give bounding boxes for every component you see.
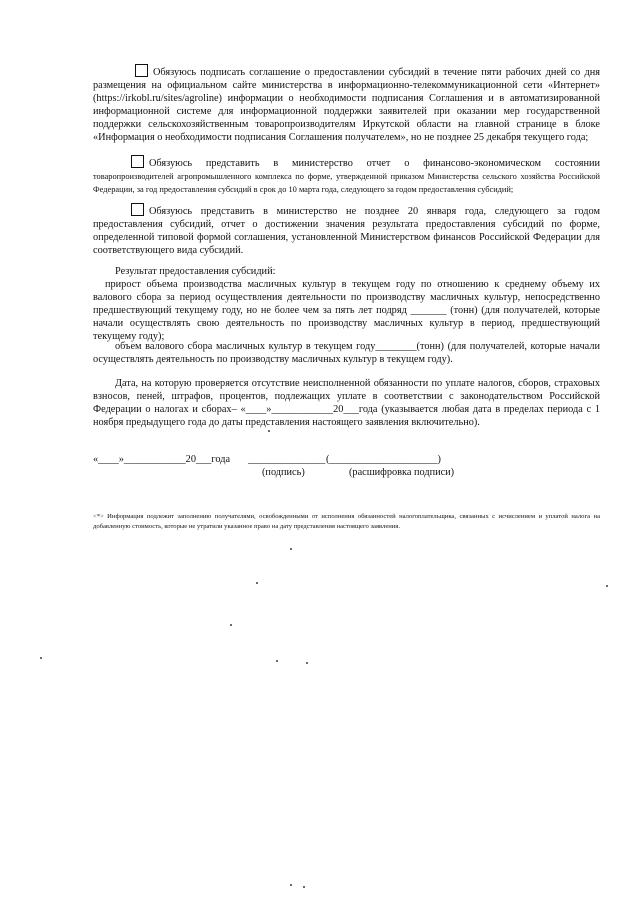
scan-speck — [290, 548, 292, 550]
scan-speck — [303, 886, 305, 888]
signature-decode-caption: (расшифровка подписи) — [349, 467, 455, 478]
signature-decode-field[interactable]: (_____________________) — [326, 454, 441, 465]
scan-speck — [290, 884, 292, 886]
commitment-text: Обязуюсь представить в министерство не позднее 20 января года, следующего за годом предоставления субсидий, отчет о достижении значения результата предоставления субсидий по форме, определенной типовой формой соглашения, установленной Министерством финансов Российской Федерации для соответствующего вида субсидий. — [93, 206, 600, 256]
signature-date-field[interactable]: «____»____________20___года — [93, 454, 231, 465]
commitment-result-report — [93, 203, 600, 258]
result-heading: Результат предоставления субсидий: — [115, 266, 276, 277]
scan-speck — [268, 430, 270, 432]
commitment-financial-report — [93, 155, 600, 197]
commitment-text: Обязуюсь подписать соглашение о предоставлении субсидий в течение пяти рабочих дней со дня размещения на официальном сайте министерства в информационно-телекоммуникационной сети «Интернет» (https://irkobl.ru/sites/agroline) информации о необходимости подписания Соглашения и в автоматизированной информационной системе для информационной поддержки заявителей при оказании мер государственной поддержки сельскохозяйственным товаропроизводителям Иркутской области на главной странице в блоке «Информация о необходимости подписания Соглашения получателем», но не позднее 25 декабря текущего года; — [93, 67, 600, 143]
checkbox[interactable] — [135, 64, 148, 77]
scan-speck — [256, 582, 258, 584]
date-check-paragraph: Дата, на которую проверяется отсутствие неисполненной обязанности по уплате налогов, сборов, страховых взносов, пеней, штрафов, процентов, подлежащих уплате в соответствии с законодательством Российской Федерации о налогах и сборах– «____»____________20___года (указывается любая дата в пределах периода с 1 ноября предыдущего года до даты представления настоящего заявления включительно). — [93, 378, 600, 428]
signature-field[interactable]: _______________ — [248, 454, 326, 465]
footnote: <*> Информация подлежит заполнению получателями, освобожденными от исполнения обязанностей налогоплательщика, связанных с исчислением и уплатой налога на добавленную стоимость, которые не утратили указанное право на дату представления настоящего заявления. — [93, 512, 600, 530]
commitment-text-small: товаропроизводителей агропромышленного комплекса по форме, утвержденной приказом Министерства сельского хозяйства Российской Федерации, за год предоставления субсидий в срок до 10 марта года, следующего за годом предоставления субсидий; — [93, 171, 600, 194]
checkbox[interactable] — [131, 203, 144, 216]
commitment-text: Обязуюсь представить в министерство отчет о финансово-экономическом состоянии — [149, 158, 600, 169]
result-volume: объем валового сбора масличных культур в текущем году________(тонн) (для получателей, которые начали осуществлять деятельность по производству масличных культур в текущем году). — [93, 341, 600, 365]
scan-speck — [40, 657, 42, 659]
commitment-sign-agreement — [93, 64, 600, 144]
scan-speck — [230, 624, 232, 626]
signature-caption: (подпись) — [262, 467, 305, 478]
scan-speck — [276, 660, 278, 662]
checkbox[interactable] — [131, 155, 144, 168]
scan-speck — [306, 662, 308, 664]
result-growth: прирост объема производства масличных культур в текущем году по отношению к среднему объему их валового сбора за период осуществления деятельности по производству масличных культур, непосредственно предшествующий текущему году, но не более чем за пять лет подряд _______ (тонн) (для получателей, которые начали осуществлять свою деятельность по производству масличных культур в период, предшествующий текущему году); — [93, 279, 600, 342]
scan-speck — [606, 585, 608, 587]
